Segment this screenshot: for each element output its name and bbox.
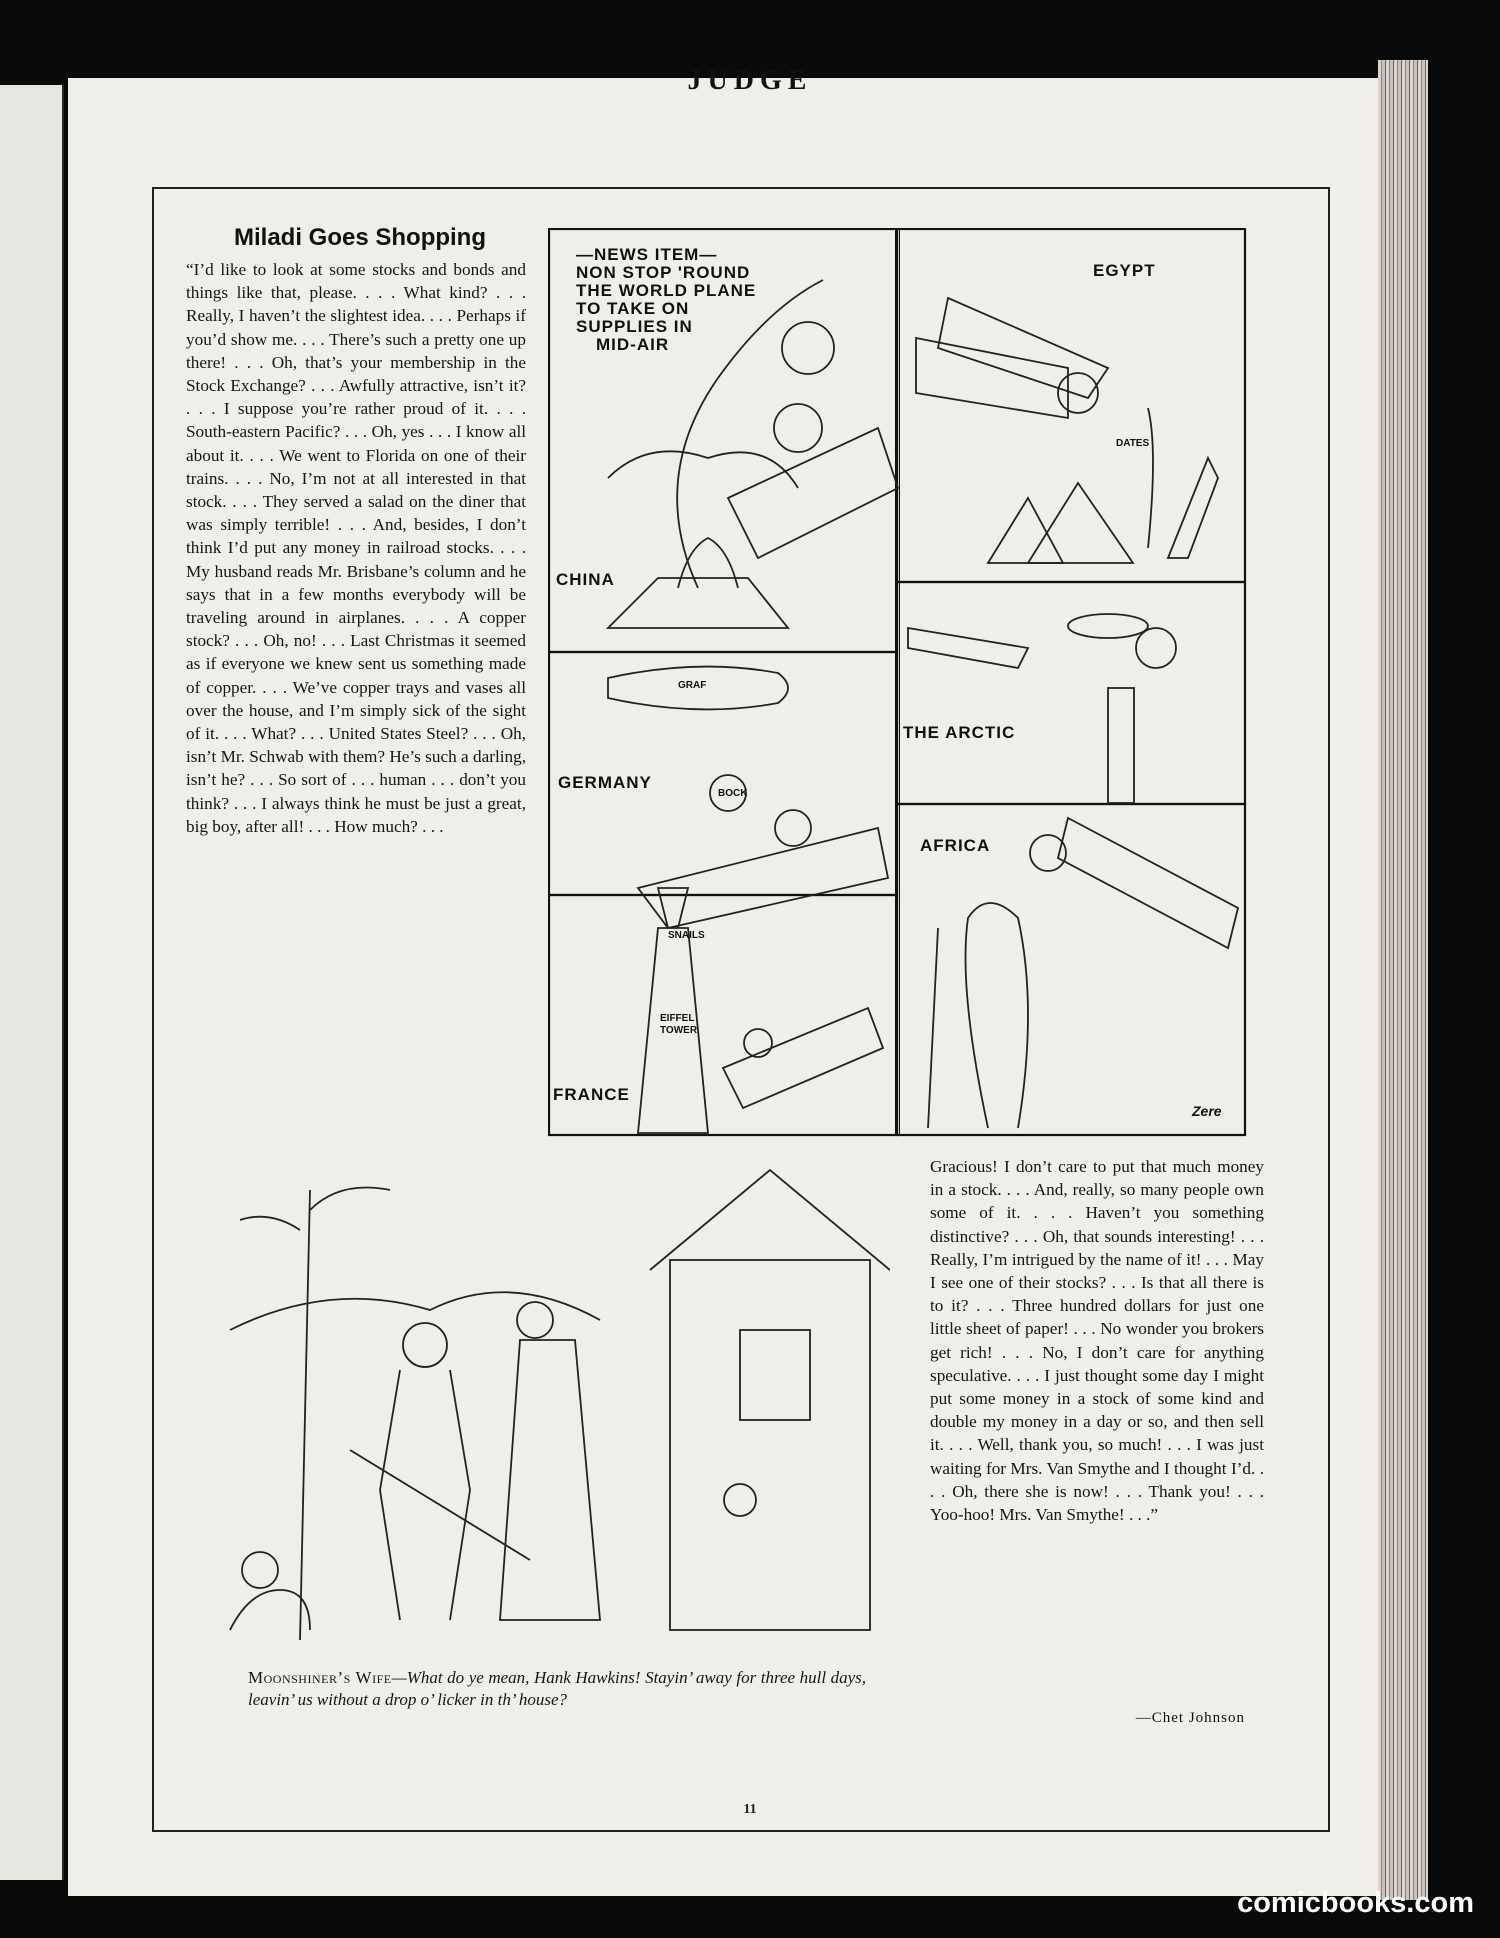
chinese-acrobat [782,322,834,374]
graf-label: GRAF [678,680,707,691]
snails-label: SNAILS [668,930,705,941]
bock-label: BOCK [718,788,748,799]
plane-wing [638,828,888,928]
pyramid [1028,483,1133,563]
news-item-line: NON STOP 'ROUND [576,263,751,282]
moonshiner-cartoon [200,1150,890,1650]
giraffe [966,903,1029,1128]
ladder [1168,458,1218,558]
news-item-line: SUPPLIES IN [576,317,693,336]
watermark: comicbooks.com [1237,1887,1474,1919]
eiffel-label: EIFFEL [660,1013,695,1024]
hills [230,1292,600,1330]
shack-roof [650,1170,890,1270]
page-stack-edge [1378,60,1428,1900]
north-pole-post [1108,688,1134,803]
magazine-title: JUDGE [687,65,813,96]
pyramid [988,498,1063,563]
article-text-column-2: Gracious! I don’t care to put that much money in a stock. . . . And, really, so many people own some of it. . . . Haven’t you something distinctive? . . . Oh, that sounds interesting! . . . Really, I’m intrigued by the name of it! . . . May I see one of their stocks? . . . Is that all there is to it? . . . Three hundred dollars for just one little sheet of paper! . . . No wonder you brokers get rich! . . . No, I don’t care for anything speculative. . . . I just thought some day I might put some money in a stock of some kind and double my money in a day or so, and then sell it. . . . Well, thank you, so much! . . . I was just waiting for Mrs. Van Smythe and I thought I’d. . . . Oh, there she is now! . . . Thank you! . . . Yoo-hoo! Mrs. Van Smythe! . . .” [930,1157,1264,1525]
left-page-edge [0,85,64,1880]
comic-panels [548,228,1266,1138]
tree-trunk [300,1190,310,1640]
shack-window [740,1330,810,1420]
panel-label-egypt: EGYPT [1093,261,1156,280]
dates-label: DATES [1116,438,1150,449]
egyptian-figure [1148,408,1153,548]
panel-arctic [897,582,1245,804]
fish [1068,614,1148,638]
panel-label-china: CHINA [556,570,615,589]
hank-hawkins-head [403,1323,447,1367]
plane-wing [1058,818,1238,948]
article-title: Miladi Goes Shopping [234,224,486,251]
acrobat-figure [678,538,738,588]
caption-text: —What do ye mean, Hank Hawkins! Stayin’ away for three hull days, leavin’ us without a drop o’ licker in th’ house? [248,1668,867,1709]
african-figure [1030,835,1066,871]
tower-label: TOWER [660,1025,698,1036]
shack-wall [670,1260,870,1630]
wife-dress [500,1340,600,1620]
plane-wing [908,628,1028,668]
panel-label-france: FRANCE [553,1085,630,1104]
cartoon-caption [248,1667,866,1711]
german-figure [775,810,811,846]
seated-child [724,1484,756,1516]
panel-label-arctic: THE ARCTIC [903,723,1016,742]
news-item-line: TO TAKE ON [576,299,690,318]
page-number: 11 [743,1802,757,1817]
panel-label-africa: AFRICA [920,836,991,855]
artist-signature: Zere [1192,1103,1222,1119]
eskimo-figure [1136,628,1176,668]
news-item-line: MID-AIR [596,335,670,354]
panel-egypt [897,229,1245,582]
palm-tree [928,928,938,1128]
plane-wing [916,338,1068,418]
rifle [350,1450,530,1560]
dog [242,1552,278,1588]
news-item-line: —NEWS ITEM— [576,245,718,264]
news-item-line: THE WORLD PLANE [576,281,757,300]
pagoda-roof [608,578,788,628]
panel-label-germany: GERMANY [558,773,652,792]
wife-head [517,1302,553,1338]
article-byline: —Chet Johnson [1135,1710,1245,1726]
article-text-column-1: “I’d like to look at some stocks and bonds and things like that, please. . . . What kind? . . . Really, I haven’t the slightest idea. . . . Perhaps if you’d show me. . . . There’s such a pretty one up there! . . . Oh, that’s your membership in the Stock Exchange? . . . Awfully attractive, isn’t it? . . . I suppose you’re rather proud of it. . . . South-eastern Pacific? . . . Oh, yes . . . I know all about it. . . . We went to Florida on one of their trains. . . . No, I’m not at all interested in that stock. . . . They served a salad on the diner that was simply terrible! . . . And, besides, I don’t think I’d put any money in railroad stocks. . . . My husband reads Mr. Brisbane’s column and he says that in a few months everybody will be traveling around in airplanes. . . . A copper stock? . . . Oh, no! . . . Last Christmas it seemed as if everyone we knew sent us something made of copper. . . . We’ve copper trays and vases all over the house, and I’m simply sick of the sight of it. . . . What? . . . United States Steel? . . . Oh, isn’t Mr. Schwab with them? He’s such a darling, isn’t he? . . . So sort of . . . human . . . don’t you think? . . . I always think he must be just a great, big boy, after all! . . . How much? . . . [186,260,526,836]
plane-wing [723,1008,883,1108]
caption-title: Moonshiner’s Wife [248,1668,392,1687]
